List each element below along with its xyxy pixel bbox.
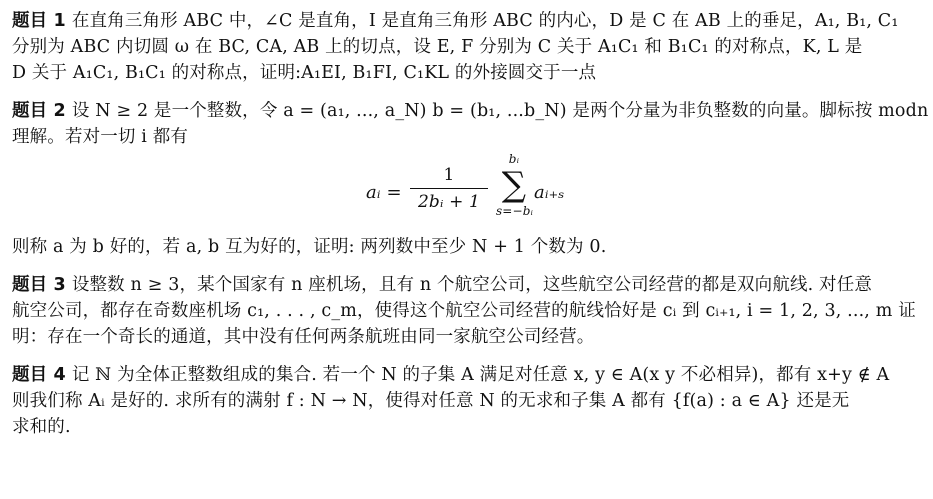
- formula-lhs: aᵢ =: [366, 182, 402, 203]
- sum-lower-limit: s=−bᵢ: [496, 204, 534, 218]
- formula-numerator: 1: [443, 165, 455, 185]
- problem-4-text-1: 记 ℕ 为全体正整数组成的集合. 若一个 N 的子集 A 满足对任意 x, y ∈ A(x y 不必相异)，都有 x+y ∉ A: [71, 365, 890, 385]
- problem-4: [12, 362, 922, 440]
- problem-2-line-1: [12, 98, 929, 124]
- formula-summand: aᵢ₊ₛ: [534, 182, 565, 203]
- problem-1-line-3: D 关于 A₁C₁, B₁C₁ 的对称点，证明:A₁EI, B₁FI, C₁KL 的外接圆交于一点: [12, 63, 597, 83]
- problem-4-line-2: 则我们称 Aᵢ 是好的. 求所有的满射 f : N → N，使得对任意 N 的无求和子集 A 都有 {f(a) : a ∈ A} 还是无: [12, 391, 850, 411]
- problem-3-text-1: 设整数 n ≥ 3，某个国家有 n 座机场，且有 n 个航空公司，这些航空公司经营的都是双向航线. 对任意: [71, 275, 872, 295]
- fraction-bar: [410, 188, 488, 189]
- problem-4-line-1: [12, 362, 922, 388]
- document-page: [12, 8, 929, 440]
- problem-2-line-2: 理解。若对一切 i 都有: [12, 127, 189, 147]
- problem-4-heading: 题目 4: [12, 365, 66, 385]
- problem-3: [12, 272, 922, 350]
- problem-1-text-1: 在直角三角形 ABC 中，∠C 是直角，I 是直角三角形 ABC 的内心，D 是 C 在 AB 上的垂足，A₁, B₁, C₁: [71, 11, 899, 31]
- problem-2-formula: [12, 152, 922, 232]
- problem-1-line-2: 分别为 ABC 内切圆 ω 在 BC, CA, AB 上的切点，设 E, F 分别为 C 关于 A₁C₁ 和 B₁C₁ 的对称点，K, L 是: [12, 37, 863, 57]
- problem-2-conclusion: 则称 a 为 b 好的，若 a, b 互为好的，证明: 两列数中至少 N + 1 个数为 0.: [12, 237, 607, 257]
- problem-4-line-3: 求和的.: [12, 417, 71, 437]
- sum-upper-limit: bᵢ: [508, 152, 520, 166]
- formula-summation: [496, 152, 532, 218]
- problem-3-line-1: [12, 272, 922, 298]
- formula-fraction: [408, 164, 490, 213]
- problem-2-heading: 题目 2: [12, 101, 66, 121]
- problem-3-line-3: 明：存在一个奇长的通道，其中没有任何两条航班由同一家航空公司经营。: [12, 327, 595, 347]
- problem-2-text-1: 设 N ≥ 2 是一个整数，令 a = (a₁, ..., a_N) b = (b₁, ...b_N) 是两个分量为非负整数的向量。脚标按 modn: [71, 101, 929, 121]
- problem-2: [12, 98, 929, 260]
- problem-3-heading: 题目 3: [12, 275, 66, 295]
- problem-1: [12, 8, 922, 86]
- formula-denominator: 2bᵢ + 1: [417, 192, 481, 212]
- sigma-symbol: ∑: [501, 165, 527, 205]
- problem-1-line-1: [12, 8, 922, 34]
- problem-1-heading: 题目 1: [12, 11, 66, 31]
- problem-3-line-2: 航空公司，都存在奇数座机场 c₁, . . . , c_m，使得这个航空公司经营的航线恰好是 cᵢ 到 cᵢ₊₁, i = 1, 2, 3, ..., m 证: [12, 301, 916, 321]
